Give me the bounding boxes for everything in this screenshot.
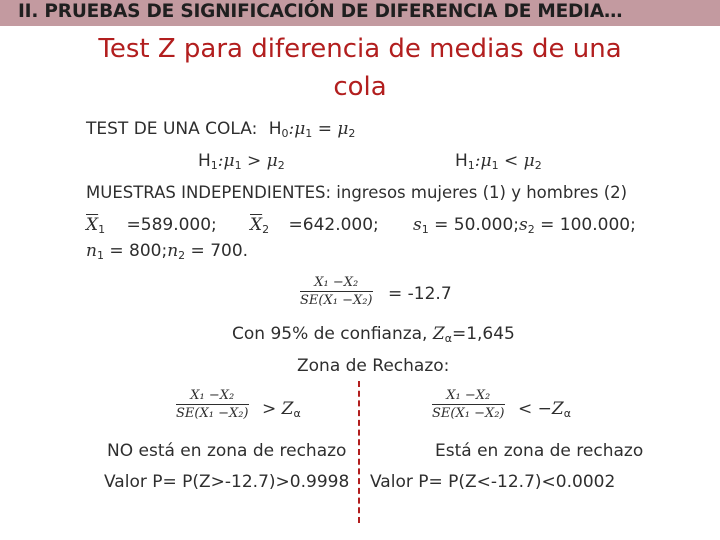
z-frac-denominator: SE(X₁ −X₂) — [300, 293, 373, 308]
n2-symbol: n — [167, 241, 179, 261]
test-label: TEST DE UNA COLA: — [86, 119, 258, 139]
x2-value: =642.000; — [288, 215, 379, 235]
h1-right-mu1-sub: 1 — [491, 159, 499, 172]
s2-symbol: s — [519, 215, 528, 235]
h1-left-mu1: :μ — [217, 151, 235, 171]
z-stat-value: = -12.7 — [388, 284, 452, 304]
slide-title-line2: cola — [333, 72, 387, 102]
x1-value: =589.000; — [126, 215, 217, 235]
left-frac-numerator: X₁ −X₂ — [176, 388, 249, 405]
h0-h: H — [268, 119, 282, 139]
h1-left-sub: 1 — [210, 159, 218, 172]
left-cond-alpha: α — [293, 407, 301, 420]
h0-sub: 0 — [281, 127, 289, 140]
h1-right-mu2-sub: 2 — [534, 159, 542, 172]
n2-sub: 2 — [178, 249, 186, 262]
right-pvalue: Valor P= P(Z<-12.7)<0.0002 — [370, 472, 616, 492]
header-title: II. PRUEBAS DE SIGNIFICACIÓN DE DIFERENCIA DE MEDIA… — [18, 1, 623, 22]
right-result: Está en zona de rechazo — [435, 441, 644, 461]
divider-line — [358, 381, 360, 523]
h1-right-mu2: < μ — [498, 151, 535, 171]
h1-right-h: H — [455, 151, 468, 171]
x1-sub: 1 — [98, 223, 106, 236]
alpha-sub: α — [444, 332, 452, 345]
n1-sub: 1 — [96, 249, 104, 262]
slide-title-line1: Test Z para diferencia de medias de una — [98, 34, 622, 64]
left-condition — [262, 398, 301, 425]
h1-left-mu1-sub: 1 — [234, 159, 242, 172]
left-cond-text: > Z — [262, 399, 294, 419]
h1-right-mu1: :μ — [474, 151, 492, 171]
x2-stat — [250, 214, 379, 241]
s-stats — [413, 214, 636, 241]
x1-symbol: $\overline{X}$ — [86, 215, 99, 235]
s1-symbol: s — [413, 215, 422, 235]
h1-right-sub: 1 — [467, 159, 475, 172]
s2-value: = 100.000; — [534, 215, 636, 235]
rejection-zone-label: Zona de Rechazo: — [297, 356, 450, 376]
x1-stat — [86, 214, 217, 241]
right-condition — [518, 398, 571, 425]
right-fraction — [432, 388, 505, 422]
right-cond-alpha: α — [563, 407, 571, 420]
h1-left-h: H — [198, 151, 211, 171]
n-stats — [86, 240, 248, 267]
s2-sub: 2 — [527, 223, 535, 236]
n1-symbol: n — [86, 241, 97, 261]
z-frac-numerator: X₁ −X₂ — [300, 275, 373, 292]
n2-value: = 700. — [185, 241, 249, 261]
z-alpha-symbol: Z — [432, 324, 445, 344]
left-pvalue: Valor P= P(Z>-12.7)>0.9998 — [104, 472, 350, 492]
right-cond-text: < −Z — [518, 399, 564, 419]
right-frac-numerator: X₁ −X₂ — [432, 388, 505, 405]
left-fraction — [176, 388, 249, 422]
right-frac-denominator: SE(X₁ −X₂) — [432, 406, 505, 421]
h0-line — [86, 118, 355, 145]
x2-symbol: $\overline{X}$ — [250, 215, 263, 235]
h1-right — [455, 150, 542, 177]
header-bar — [0, 0, 720, 26]
confidence-text: Con 95% de confianza, — [232, 324, 433, 344]
left-frac-denominator: SE(X₁ −X₂) — [176, 406, 249, 421]
left-result: NO está en zona de rechazo — [107, 441, 347, 461]
samples-line: MUESTRAS INDEPENDIENTES: ingresos mujeres (1) y hombres (2) — [86, 183, 628, 202]
h0-mu1: :μ — [288, 119, 306, 139]
h1-left-mu2-sub: 2 — [277, 159, 285, 172]
s1-value: = 50.000; — [428, 215, 519, 235]
h1-left — [198, 150, 285, 177]
z-alpha-value: =1,645 — [451, 324, 515, 344]
n1-value: = 800; — [103, 241, 168, 261]
h1-left-mu2: > μ — [241, 151, 278, 171]
slide-title — [40, 30, 680, 106]
x2-sub: 2 — [262, 223, 270, 236]
s1-sub: 1 — [421, 223, 429, 236]
z-stat-fraction — [300, 275, 373, 309]
h0-mu2: = μ — [312, 119, 349, 139]
confidence-line — [232, 323, 515, 350]
h0-mu2-sub: 2 — [348, 127, 356, 140]
h0-mu1-sub: 1 — [305, 127, 313, 140]
